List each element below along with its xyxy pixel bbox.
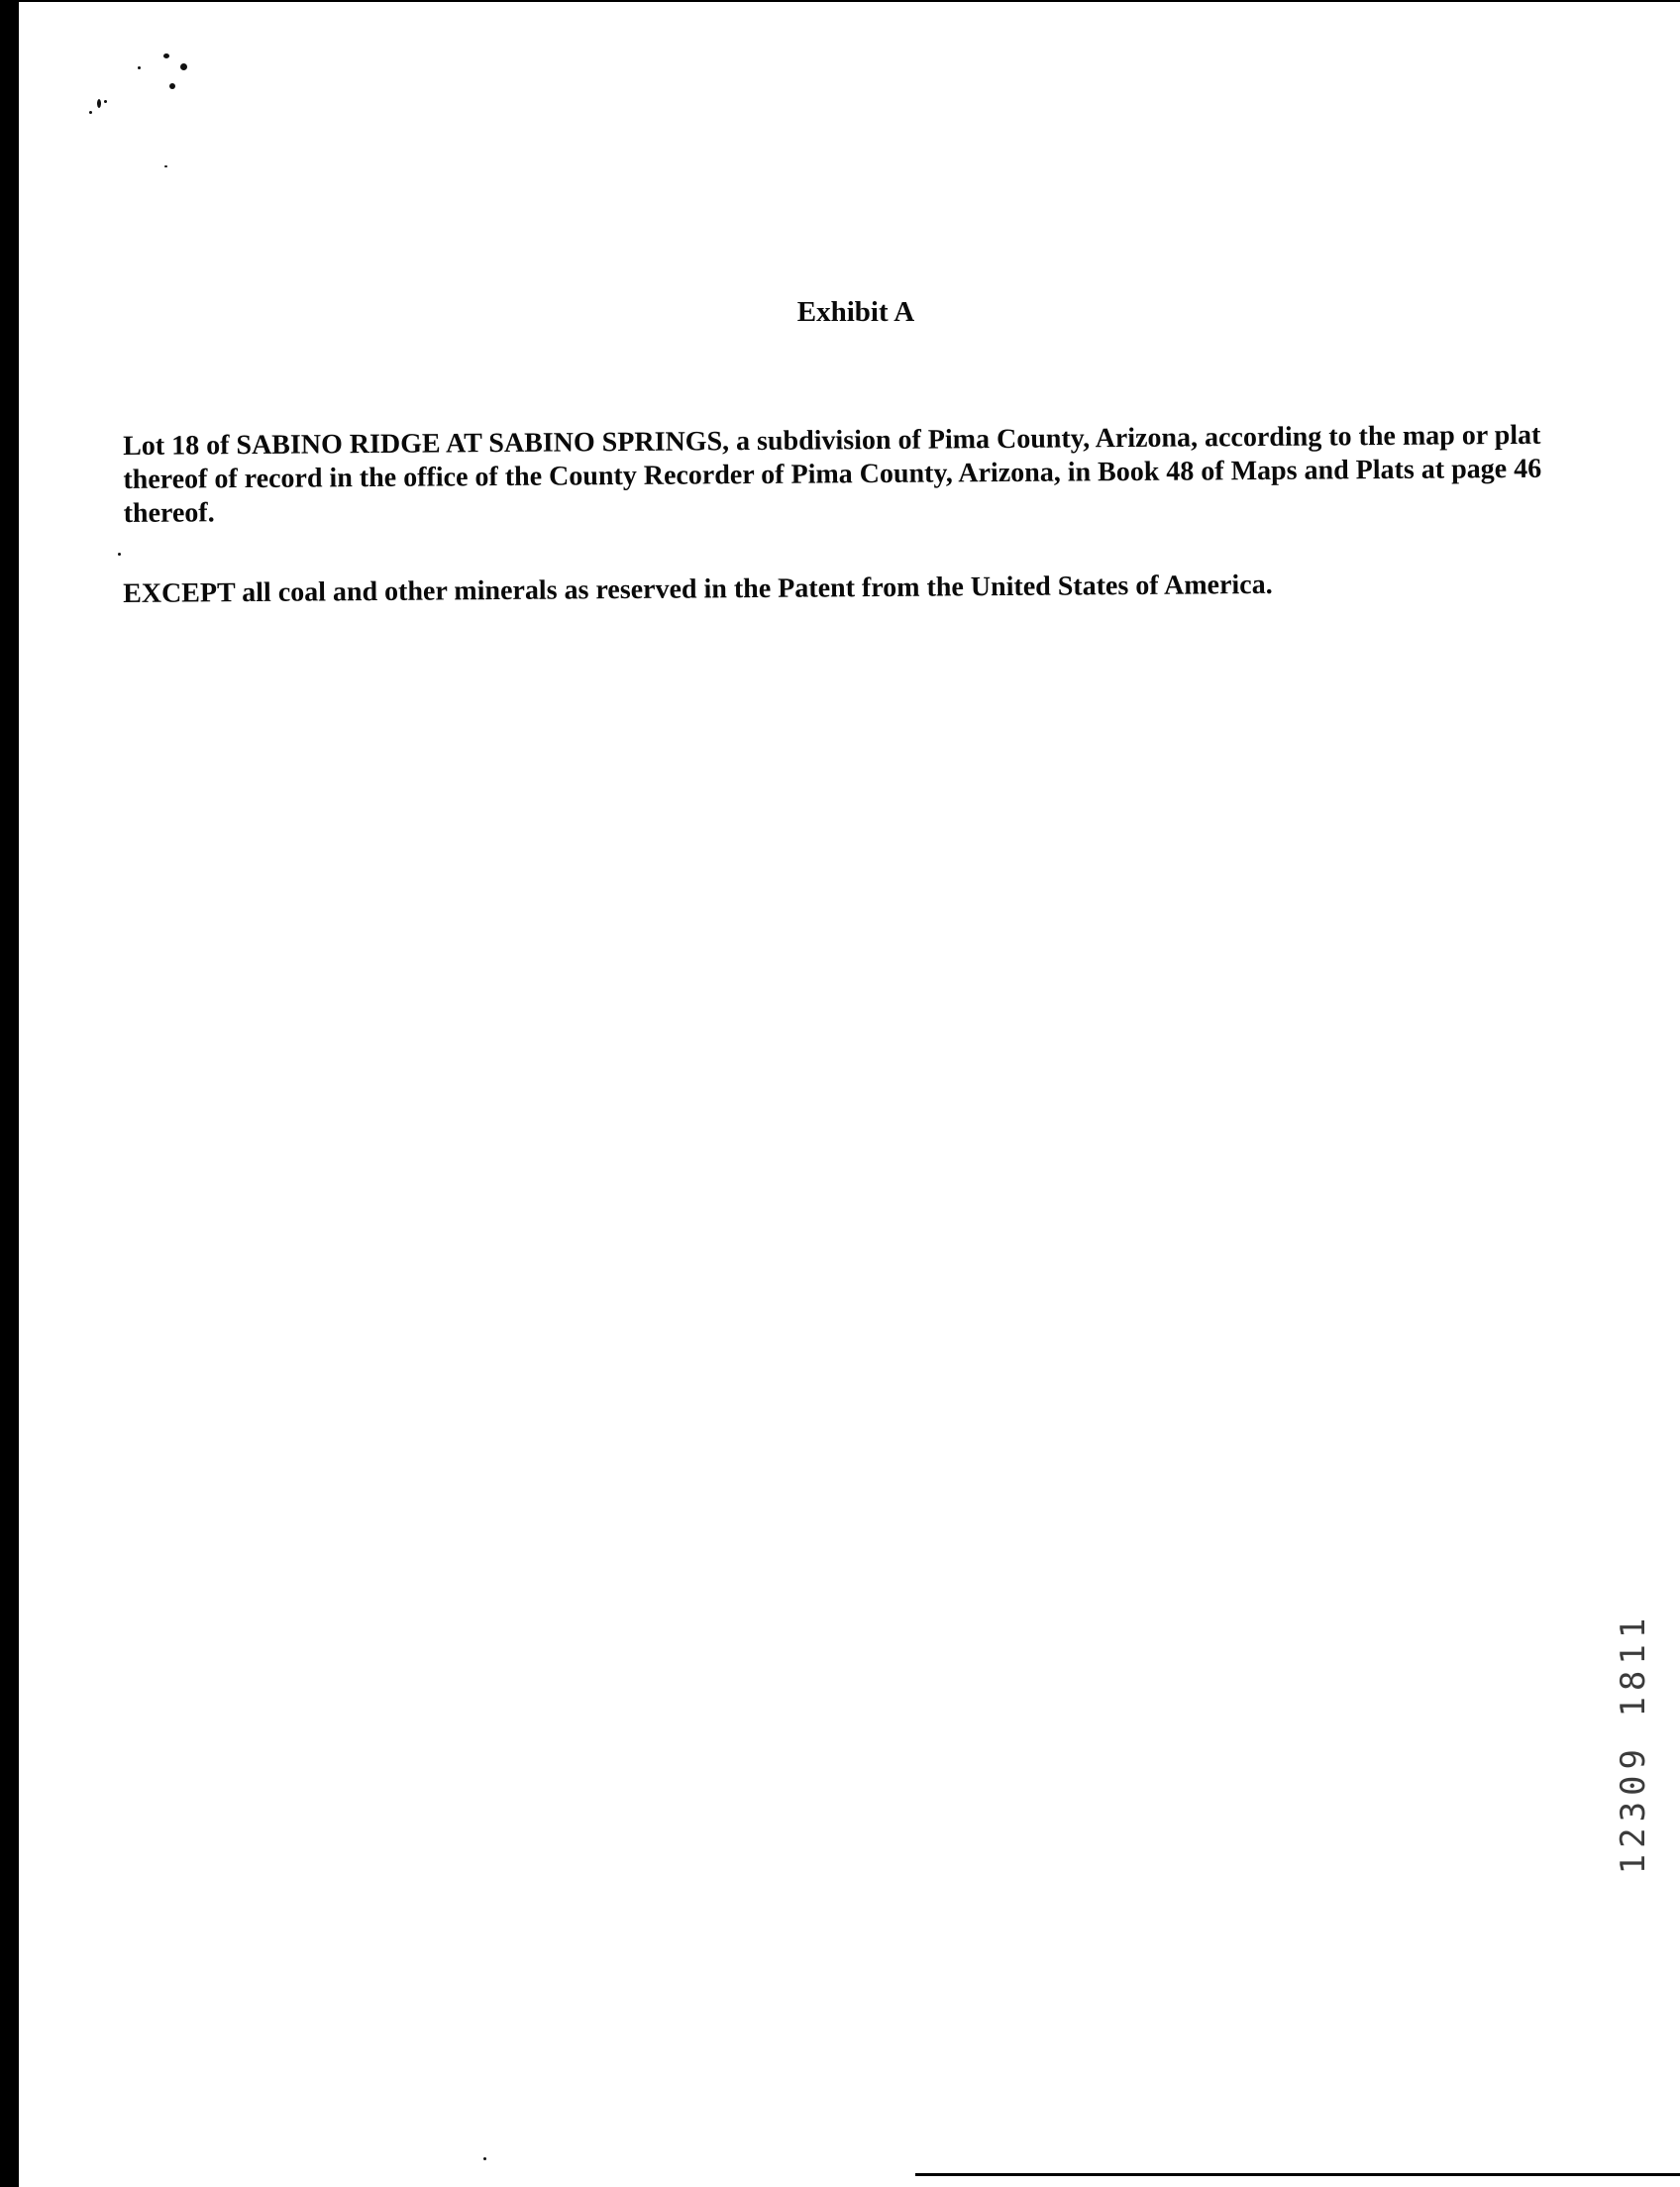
scan-speck xyxy=(483,2157,486,2160)
scan-edge-top xyxy=(0,0,1680,2)
recording-stamp-number: 12309 1811 xyxy=(1614,1612,1653,1875)
scan-speck xyxy=(169,83,175,89)
scan-speck xyxy=(163,53,169,58)
scan-speck xyxy=(118,553,121,556)
scan-speck xyxy=(180,63,187,70)
exhibit-title: Exhibit A xyxy=(796,296,915,328)
scan-speck xyxy=(89,111,92,114)
scan-speck xyxy=(97,99,101,108)
scan-speck xyxy=(164,165,167,167)
legal-description-paragraph: Lot 18 of SABINO RIDGE AT SABINO SPRINGS, a subdivision of Pima County, Arizona, according to the map or plat thereof of record in the office of the County Recorder of Pima County, Arizona, in Book 48 of Maps and Plats at page 46 thereof. xyxy=(123,419,1542,529)
scan-speck xyxy=(138,66,141,69)
scan-edge-bottom-rule xyxy=(915,2173,1680,2176)
mineral-exception-paragraph: EXCEPT all coal and other minerals as reserved in the Patent from the United States of America. xyxy=(123,569,1273,609)
recording-stamp xyxy=(1599,1555,1668,1931)
scan-speck xyxy=(104,100,107,103)
